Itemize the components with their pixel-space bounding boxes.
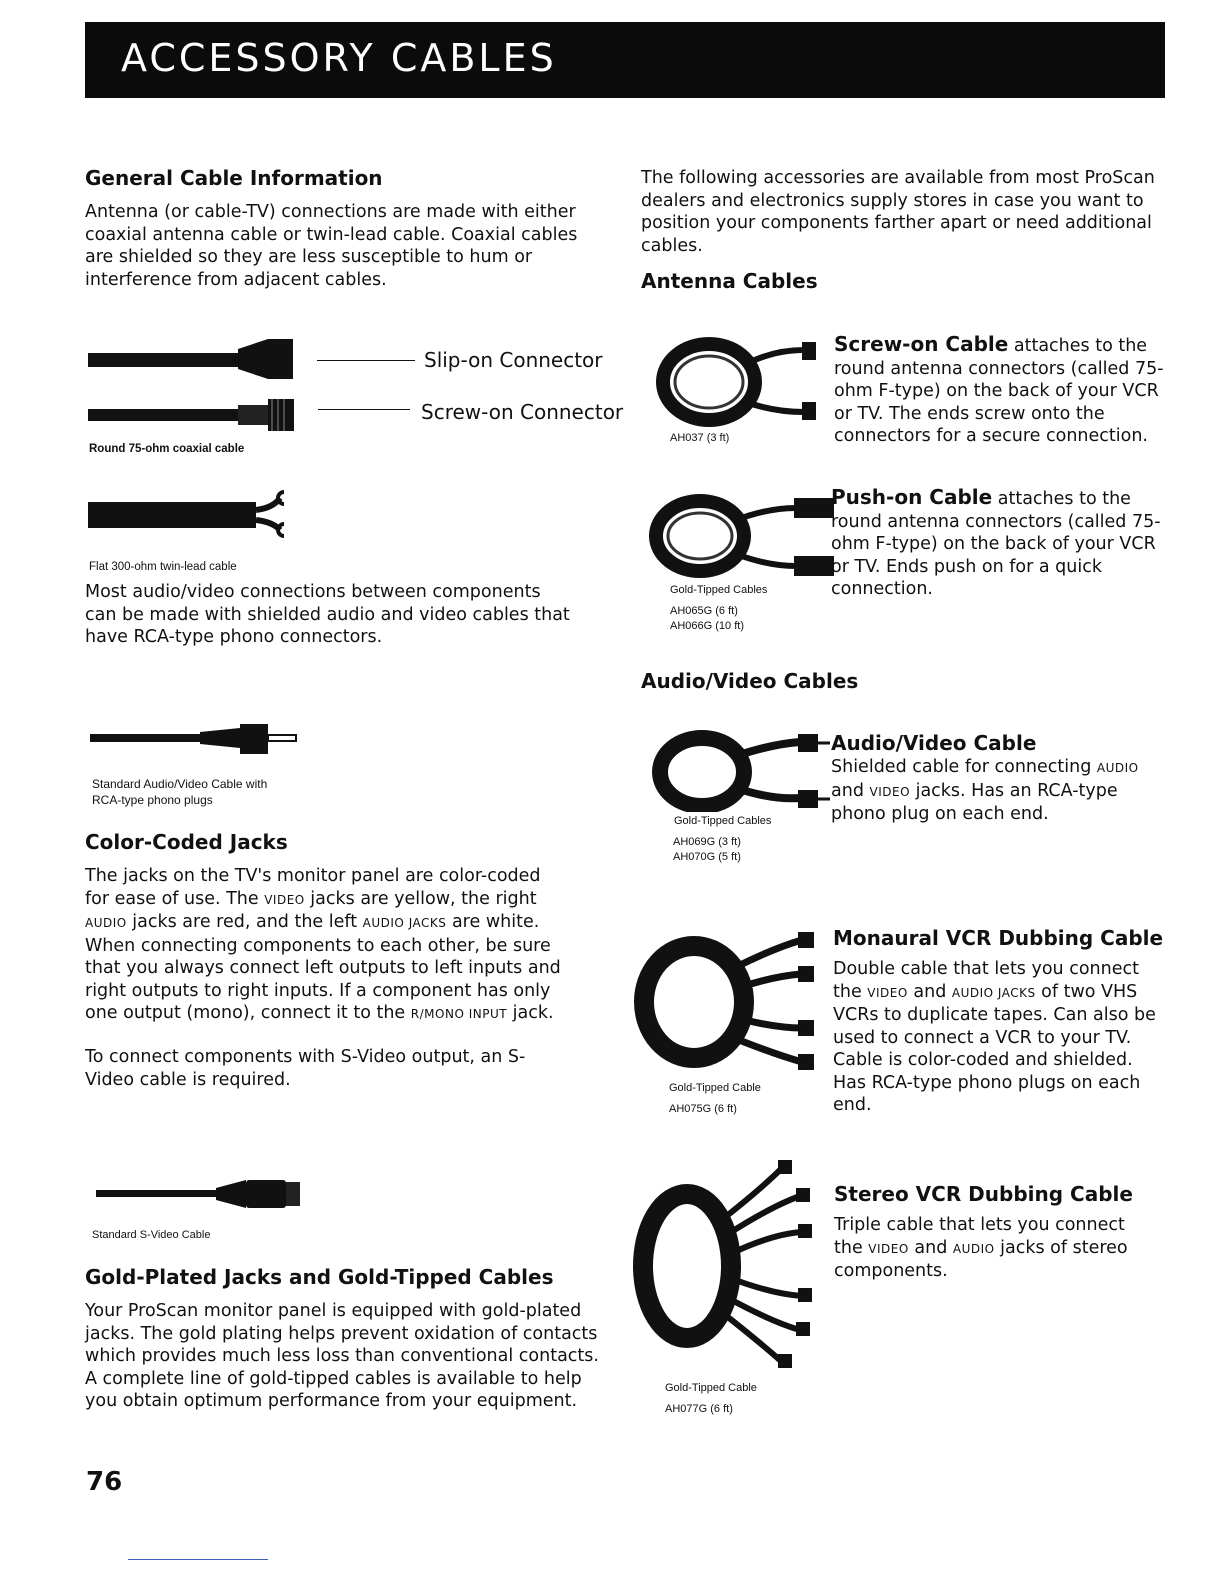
- push-on-title: Push-on Cable: [831, 485, 993, 509]
- push-on-caption-2: AH065G (6 ft): [670, 605, 738, 617]
- accessories-intro: The following accessories are available from most ProScan dealers and electronics supply stores in case you want to position your components farther apart or need additional cables.: [641, 168, 1155, 256]
- av-cable-illustration: [90, 718, 310, 758]
- screw-on-nut: [238, 405, 268, 425]
- av-cable-caption-1: Standard Audio/Video Cable with: [92, 777, 268, 791]
- stereo-dubbing-title: Stereo VCR Dubbing Cable: [834, 1182, 1133, 1206]
- mono-dubbing-caption-1: Gold-Tipped Cable: [669, 1082, 761, 1094]
- antenna-cables-heading: Antenna Cables: [641, 269, 818, 293]
- coaxial-cable-illustration: [88, 335, 308, 435]
- slip-on-connector-label: Slip-on Connector: [424, 348, 603, 372]
- slip-on-connector: [238, 339, 293, 379]
- stereo-dubbing-description: Triple cable that lets you connect the VIDEO and AUDIO jacks of stereo components.: [834, 1215, 1128, 1281]
- svideo-paragraph: To connect components with S-Video output, an S-Video cable is required.: [85, 1047, 526, 1090]
- av-cable-caption-1-right: Gold-Tipped Cables: [674, 815, 772, 827]
- push-on-cable-image: [648, 494, 838, 578]
- mono-dubbing-title: Monaural VCR Dubbing Cable: [833, 926, 1164, 950]
- screw-on-cable-line: [88, 409, 238, 421]
- screw-on-cable-image: [654, 336, 824, 428]
- slip-on-cable-line: [88, 353, 238, 367]
- stereo-dubbing-caption-1: Gold-Tipped Cable: [665, 1382, 757, 1394]
- push-on-description: Push-on Cable attaches to the round antenna connectors (called 75-ohm F-type) on the back of your VCR or TV. Ends push on for a quick connection.: [831, 485, 1161, 599]
- mono-dubbing-cable-image: [634, 928, 834, 1076]
- page-number: 76: [86, 1467, 123, 1497]
- color-coded-heading: Color-Coded Jacks: [85, 830, 288, 854]
- gold-plated-heading: Gold-Plated Jacks and Gold-Tipped Cables: [85, 1265, 554, 1289]
- screw-on-leader-line: [318, 409, 410, 410]
- color-coded-paragraph: The jacks on the TV's monitor panel are color-coded for ease of use. The VIDEO jacks are yellow, the right AUDIO jacks are red, and the left AUDIO JACKS are white. When connecting components to each other, be sure that you always connect left outputs to left inputs and right outputs to right inputs. If a component has only one output (mono), connect it to the R/MONO INPUT jack.: [85, 866, 561, 1023]
- push-on-caption-3: AH066G (10 ft): [670, 620, 744, 632]
- svideo-cable-illustration: [96, 1176, 316, 1216]
- av-cable-description: Shielded cable for connecting AUDIO and VIDEO jacks. Has an RCA-type phono plug on each end.: [831, 757, 1139, 824]
- page-title: ACCESSORY CABLES: [121, 36, 557, 80]
- av-cable-title: Audio/Video Cable: [831, 731, 1037, 755]
- push-on-caption-1: Gold-Tipped Cables: [670, 584, 768, 596]
- general-cable-paragraph: Antenna (or cable-TV) connections are made with either coaxial antenna cable or twin-lead cable. Coaxial cables are shielded so they are less susceptible to hum or interference from adjacent cables.: [85, 202, 578, 290]
- header-banner: [85, 22, 1165, 98]
- footer-rule: [128, 1559, 268, 1560]
- stereo-dubbing-cable-image: [632, 1158, 832, 1372]
- slip-on-leader-line: [317, 360, 415, 361]
- av-cable-image: [652, 730, 832, 812]
- mono-dubbing-caption-2: AH075G (6 ft): [669, 1103, 737, 1115]
- av-cables-heading: Audio/Video Cables: [641, 669, 859, 693]
- twin-lead-cable-illustration: [88, 484, 308, 544]
- av-cable-caption-2-right: AH069G (3 ft): [673, 836, 741, 848]
- av-cable-caption-2: RCA-type phono plugs: [92, 793, 213, 807]
- mono-dubbing-description: Double cable that lets you connect the VIDEO and AUDIO JACKS of two VHS VCRs to duplicate tapes. Can also be used to connect a VCR to your TV. Cable is color-coded and shielded. Has RCA-type phono plugs on each end.: [833, 959, 1156, 1115]
- screw-on-title: Screw-on Cable: [834, 332, 1009, 356]
- svideo-caption: Standard S-Video Cable: [92, 1229, 211, 1241]
- stereo-dubbing-caption-2: AH077G (6 ft): [665, 1403, 733, 1415]
- gold-plated-paragraph: Your ProScan monitor panel is equipped with gold-plated jacks. The gold plating helps prevent oxidation of contacts which provides much less loss than conventional contacts. A complete line of gold-tipped cables is available to help you obtain optimum performance from your equipment.: [85, 1301, 599, 1411]
- general-cable-heading: General Cable Information: [85, 166, 383, 190]
- coaxial-cable-caption: Round 75-ohm coaxial cable: [89, 443, 245, 455]
- screw-on-connector-label: Screw-on Connector: [421, 400, 624, 424]
- av-cable-caption-3-right: AH070G (5 ft): [673, 851, 741, 863]
- twin-lead-caption: Flat 300-ohm twin-lead cable: [89, 561, 237, 573]
- screw-on-caption: AH037 (3 ft): [670, 432, 730, 444]
- av-connections-paragraph: Most audio/video connections between components can be made with shielded audio and video cables that have RCA-type phono connectors.: [85, 582, 570, 647]
- screw-on-description: Screw-on Cable attaches to the round antenna connectors (called 75-ohm F-type) on the back of your VCR or TV. The ends screw onto the connectors for a secure connection.: [834, 332, 1164, 446]
